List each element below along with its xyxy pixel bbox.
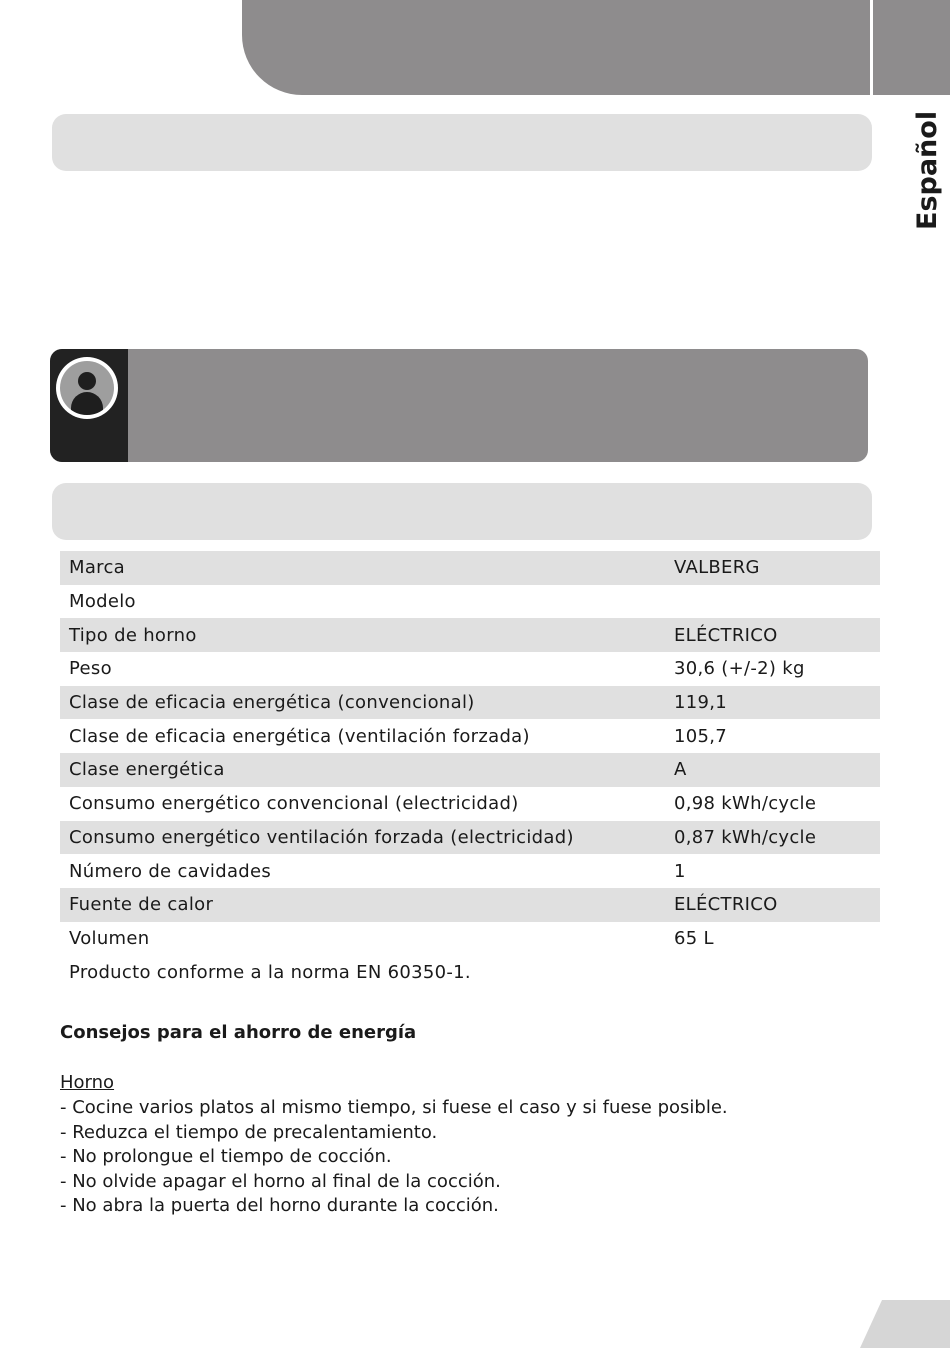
spec-value: 0,87 kWh/cycle — [665, 821, 880, 855]
list-item: - Reduzca el tiempo de precalentamiento. — [60, 1121, 438, 1143]
title-bar-specs — [52, 483, 872, 540]
energy-tips-title: Consejos para el ahorro de energía — [60, 1022, 417, 1043]
spec-value: A — [665, 753, 880, 787]
section-header-tab — [50, 349, 128, 462]
spec-value: 105,7 — [674, 725, 728, 747]
spec-value: VALBERG — [665, 551, 880, 585]
spec-value: 0,98 kWh/cycle — [674, 793, 817, 815]
spec-label: Clase de eficacia energética (ventilación forzada) — [69, 725, 530, 747]
page-corner-tab — [860, 1300, 950, 1348]
table-row — [60, 753, 880, 787]
spec-label: Volumen — [69, 927, 150, 949]
top-banner — [242, 0, 870, 95]
language-tab-label: Español — [912, 110, 943, 230]
spec-label: Consumo energético ventilación forzada (electricidad) — [60, 821, 665, 855]
specs-table — [60, 551, 880, 989]
spec-label: Clase de eficacia energética (convencional) — [60, 686, 665, 720]
spec-value — [665, 585, 880, 619]
spec-label: Peso — [69, 658, 112, 680]
user-icon — [56, 357, 118, 419]
section-header — [50, 349, 868, 462]
spec-label: Consumo energético convencional (electricidad) — [69, 793, 519, 815]
list-item: - No abra la puerta del horno durante la cocción. — [60, 1195, 499, 1217]
energy-tips-subtitle: Horno — [60, 1072, 115, 1093]
language-tab — [868, 110, 950, 240]
energy-tips-list — [60, 1096, 728, 1219]
list-item: - No prolongue el tiempo de cocción. — [60, 1146, 392, 1168]
table-row — [60, 922, 880, 956]
table-row — [60, 652, 880, 686]
table-row — [60, 551, 880, 585]
spec-label: Clase energética — [60, 753, 665, 787]
spec-label: Modelo — [69, 591, 136, 613]
table-row — [60, 686, 880, 720]
spec-value: 30,6 (+/-2) kg — [674, 658, 805, 680]
conformity-note: Producto conforme a la norma EN 60350-1. — [60, 955, 880, 989]
table-row — [60, 854, 880, 888]
spec-value: 119,1 — [665, 686, 880, 720]
spec-value: ELÉCTRICO — [665, 888, 880, 922]
spec-value: 65 L — [674, 927, 714, 949]
table-row — [60, 585, 880, 619]
top-banner-right — [873, 0, 950, 95]
table-row — [60, 787, 880, 821]
spec-label: Marca — [60, 551, 665, 585]
spec-label: Fuente de calor — [60, 888, 665, 922]
title-bar-top — [52, 114, 872, 171]
table-row — [60, 618, 880, 652]
spec-label: Tipo de horno — [60, 618, 665, 652]
list-item: - Cocine varios platos al mismo tiempo, si fuese el caso y si fuese posible. — [60, 1097, 728, 1118]
spec-value: ELÉCTRICO — [665, 618, 880, 652]
list-item: - No olvide apagar el horno al final de la cocción. — [60, 1170, 501, 1192]
table-row — [60, 821, 880, 855]
spec-label: Número de cavidades — [69, 860, 272, 882]
conformity-row — [60, 955, 880, 989]
table-row — [60, 719, 880, 753]
spec-value: 1 — [674, 860, 686, 882]
table-row — [60, 888, 880, 922]
